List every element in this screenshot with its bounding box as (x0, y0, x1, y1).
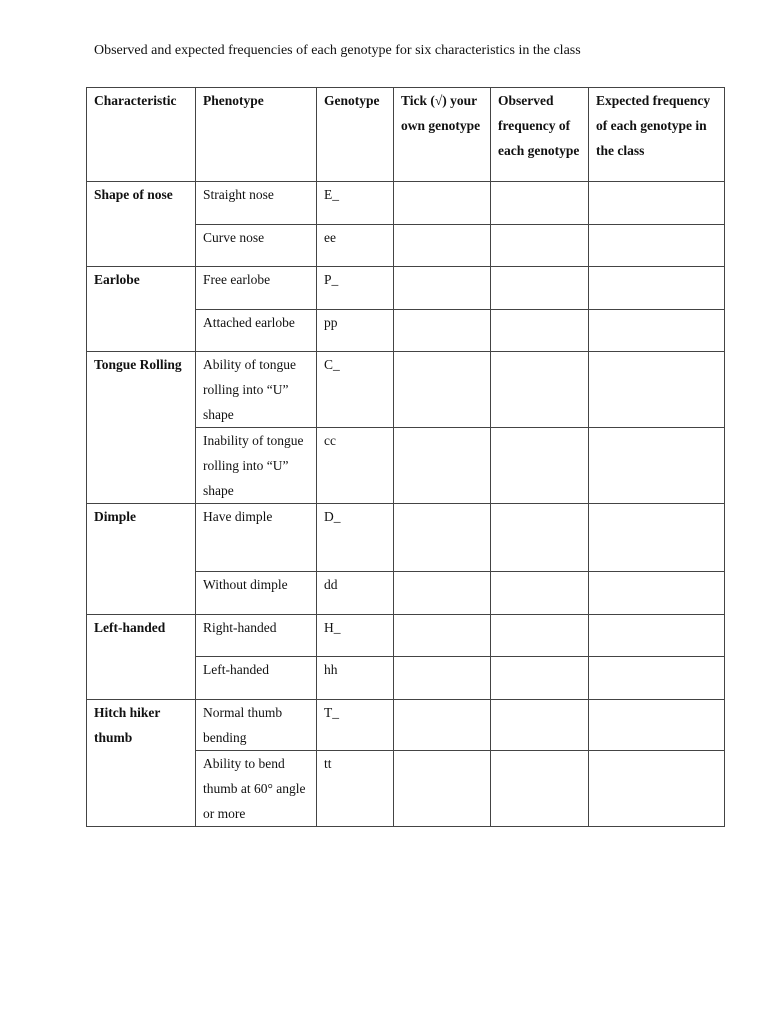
header-expected-frequency: Expected frequency of each genotype in the class (589, 88, 725, 182)
table-row (87, 352, 725, 428)
expected-cell[interactable] (589, 700, 725, 751)
expected-cell[interactable] (589, 352, 725, 428)
tick-cell[interactable] (394, 615, 491, 657)
phenotype-cell: Inability of tongue rolling into “U” shape (196, 428, 317, 504)
phenotype-cell: Without dimple (196, 572, 317, 615)
genotype-cell: P_ (317, 267, 394, 310)
phenotype-cell: Ability to bend thumb at 60° angle or more (196, 751, 317, 827)
header-characteristic: Characteristic (87, 88, 196, 182)
genotype-cell: hh (317, 657, 394, 700)
observed-cell[interactable] (491, 700, 589, 751)
tick-cell[interactable] (394, 428, 491, 504)
genotype-cell: T_ (317, 700, 394, 751)
tick-cell[interactable] (394, 504, 491, 572)
header-tick: Tick (√) your own genotype (394, 88, 491, 182)
header-observed-frequency: Observed frequency of each genotype (491, 88, 589, 182)
genotype-frequency-table (86, 87, 725, 827)
observed-cell[interactable] (491, 267, 589, 310)
tick-cell[interactable] (394, 225, 491, 267)
genotype-cell: pp (317, 310, 394, 352)
characteristic-cell: Earlobe (87, 267, 196, 352)
phenotype-cell: Straight nose (196, 182, 317, 225)
genotype-cell: cc (317, 428, 394, 504)
genotype-cell: E_ (317, 182, 394, 225)
expected-cell[interactable] (589, 615, 725, 657)
header-phenotype: Phenotype (196, 88, 317, 182)
table-row (87, 182, 725, 225)
characteristic-cell: Dimple (87, 504, 196, 615)
tick-cell[interactable] (394, 657, 491, 700)
characteristic-cell: Hitch hiker thumb (87, 700, 196, 827)
document-title: Observed and expected frequencies of each genotype for six characteristics in the class (94, 43, 581, 58)
expected-cell[interactable] (589, 504, 725, 572)
table-row (87, 615, 725, 657)
expected-cell[interactable] (589, 182, 725, 225)
genotype-cell: tt (317, 751, 394, 827)
observed-cell[interactable] (491, 572, 589, 615)
phenotype-cell: Normal thumb bending (196, 700, 317, 751)
expected-cell[interactable] (589, 751, 725, 827)
genotype-cell: D_ (317, 504, 394, 572)
tick-cell[interactable] (394, 352, 491, 428)
phenotype-cell: Curve nose (196, 225, 317, 267)
genotype-cell: ee (317, 225, 394, 267)
genotype-cell: C_ (317, 352, 394, 428)
table-row (87, 504, 725, 572)
genotype-cell: dd (317, 572, 394, 615)
characteristic-cell: Left-handed (87, 615, 196, 700)
observed-cell[interactable] (491, 352, 589, 428)
observed-cell[interactable] (491, 504, 589, 572)
characteristic-cell: Tongue Rolling (87, 352, 196, 504)
observed-cell[interactable] (491, 615, 589, 657)
phenotype-cell: Attached earlobe (196, 310, 317, 352)
expected-cell[interactable] (589, 310, 725, 352)
expected-cell[interactable] (589, 225, 725, 267)
table-row (87, 267, 725, 310)
tick-cell[interactable] (394, 751, 491, 827)
tick-cell[interactable] (394, 700, 491, 751)
expected-cell[interactable] (589, 267, 725, 310)
tick-cell[interactable] (394, 572, 491, 615)
observed-cell[interactable] (491, 310, 589, 352)
tick-cell[interactable] (394, 182, 491, 225)
phenotype-cell: Right-handed (196, 615, 317, 657)
phenotype-cell: Free earlobe (196, 267, 317, 310)
phenotype-cell: Ability of tongue rolling into “U” shape (196, 352, 317, 428)
header-genotype: Genotype (317, 88, 394, 182)
table-row (87, 700, 725, 751)
tick-cell[interactable] (394, 267, 491, 310)
phenotype-cell: Left-handed (196, 657, 317, 700)
observed-cell[interactable] (491, 225, 589, 267)
phenotype-cell: Have dimple (196, 504, 317, 572)
genotype-cell: H_ (317, 615, 394, 657)
observed-cell[interactable] (491, 428, 589, 504)
observed-cell[interactable] (491, 657, 589, 700)
expected-cell[interactable] (589, 572, 725, 615)
observed-cell[interactable] (491, 751, 589, 827)
observed-cell[interactable] (491, 182, 589, 225)
tick-cell[interactable] (394, 310, 491, 352)
table-header-row (87, 88, 725, 182)
characteristic-cell: Shape of nose (87, 182, 196, 267)
expected-cell[interactable] (589, 657, 725, 700)
expected-cell[interactable] (589, 428, 725, 504)
